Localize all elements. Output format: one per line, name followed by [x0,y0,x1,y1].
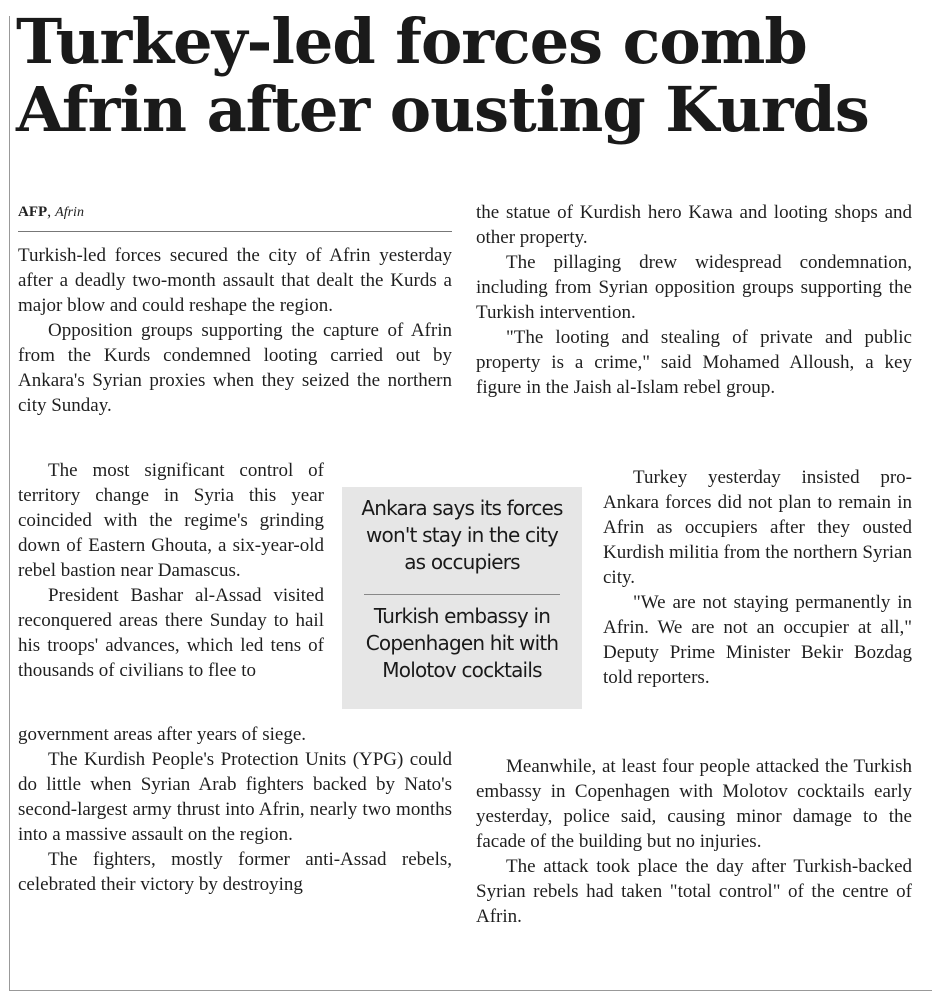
paragraph: the statue of Kurdish hero Kawa and looting shops and other property. [476,202,912,248]
byline-rule [18,231,452,232]
pull-quote-box [342,487,582,709]
byline-dateline: Afrin [55,205,84,220]
paragraph: "We are not staying permanently in Afrin. We are not an occupier at all," Deputy Prime Minister Bekir Bozdag told reporters. [603,592,912,688]
column-2-top [476,200,912,400]
paragraph: Turkey yesterday insisted pro-Ankara forces did not plan to remain in Afrin as occupiers after they ousted Kurdish militia from the northern Syrian city. [603,467,912,588]
paragraph: Opposition groups supporting the capture of Afrin from the Kurds condemned looting carried out by Ankara's Syrian proxies when they seized the northern city Sunday. [18,320,452,416]
paragraph: "The looting and stealing of private and public property is a crime," said Mohamed Alloush, a key figure in the Jaish al-Islam rebel group. [476,327,912,398]
paragraph: Turkish-led forces secured the city of Afrin yesterday after a deadly two-month assault that dealt the Kurds a major blow and could reshape the region. [18,245,452,316]
byline-agency: AFP [18,204,48,220]
column-2-bottom [476,754,912,929]
byline [18,203,452,221]
paragraph: The fighters, mostly former anti-Assad rebels, celebrated their victory by destroying [18,849,452,895]
column-1-wrap [18,458,324,683]
byline-separator: , [47,203,56,220]
pull-quote-2: Turkish embassy in Copenhagen hit with Molotov cocktails [365,604,559,682]
column-2-wrap [603,465,912,690]
headline: Turkey-led forces comb Afrin after ousting Kurds [16,5,869,146]
paragraph: The attack took place the day after Turkish-backed Syrian rebels had taken "total control" of the centre of Afrin. [476,856,912,927]
left-border-rule [9,16,10,991]
paragraph: The pillaging drew widespread condemnation, including from Syrian opposition groups supporting the Turkish intervention. [476,252,912,323]
paragraph: Meanwhile, at least four people attacked the Turkish embassy in Copenhagen with Molotov cocktails early yesterday, police said, causing minor damage to the facade of the building but no injuries. [476,756,912,852]
paragraph: President Bashar al-Assad visited reconquered areas there Sunday to hail his troops' advances, which led tens of thousands of civilians to flee to [18,585,324,681]
paragraph: The Kurdish People's Protection Units (YPG) could do little when Syrian Arab fighters backed by Nato's second-largest army thrust into Afrin, nearly two months into a massive assault on the region. [18,749,452,845]
column-1-top [18,243,452,418]
pull-quote-1: Ankara says its forces won't stay in the city as occupiers [361,496,563,574]
column-1-bottom [18,722,452,897]
bottom-border-rule [9,990,932,991]
pull-quote-divider [364,594,560,595]
paragraph: The most significant control of territory change in Syria this year coincided with the regime's grinding down of Eastern Ghouta, a six-year-old rebel bastion near Damascus. [18,460,324,581]
paragraph: government areas after years of siege. [18,724,307,745]
